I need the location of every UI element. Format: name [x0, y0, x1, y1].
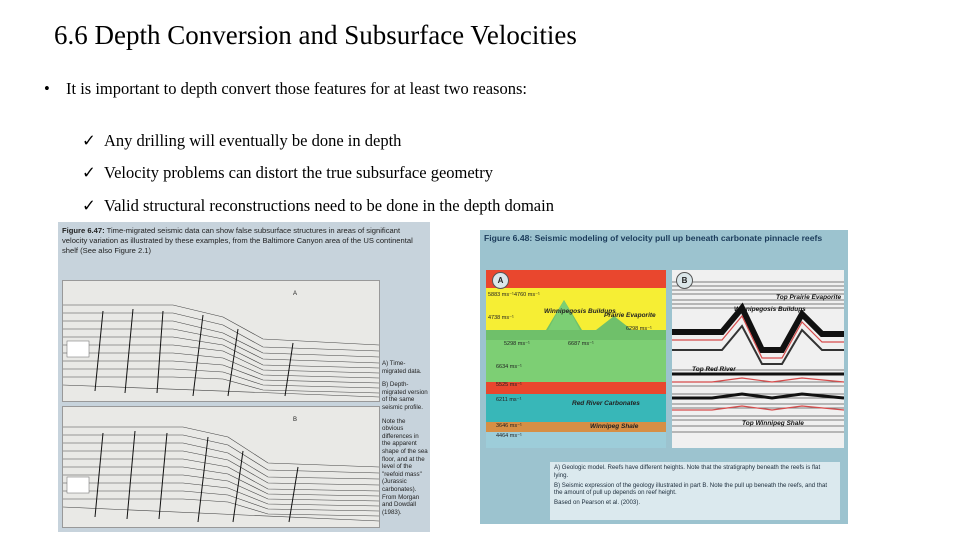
figure-6-48-caption	[484, 233, 822, 243]
velocity-label-10: 3646 ms⁻¹	[496, 423, 522, 429]
figure-6-47	[58, 222, 430, 532]
figure-6-48-note-a: A) Geologic model. Reefs have different heights. Note that the stratigraphy beneath the reefs is flat lying.	[554, 464, 821, 479]
figure-6-47-text: Time-migrated seismic data can show false subsurface structures in areas of significant velocity variation as illustrated by these examples, from the Baltimore Canyon area of the US continental shelf (See also Figure 2.1)	[62, 226, 413, 255]
figure-6-48	[480, 230, 848, 524]
figure-6-47-note-b: B) Depth-migrated version of the same seismic profile.	[382, 381, 428, 411]
main-bullet-text: It is important to depth convert those features for at least two reasons:	[66, 79, 527, 98]
main-bullet	[44, 79, 527, 99]
figure-6-47-note-a: A) Time-migrated data.	[382, 360, 422, 375]
seismic-model-panel	[672, 270, 844, 448]
velocity-label-1: 5883 ms⁻¹	[488, 292, 514, 298]
top-prairie-label: Top Prairie Evaporite	[776, 294, 842, 301]
figure-6-48-label: Figure 6.48:	[484, 233, 533, 243]
panel-b-badge: B	[676, 272, 693, 289]
svg-text:A: A	[293, 291, 298, 297]
velocity-label-4: 5298 ms⁻¹	[504, 341, 530, 347]
velocity-label-11: 4464 ms⁻¹	[496, 433, 522, 439]
velocity-label-9: 6211 ms⁻¹	[496, 397, 522, 403]
geologic-model-panel	[486, 270, 666, 448]
slide-title: 6.6 Depth Conversion and Subsurface Velocities	[54, 20, 577, 50]
reason-item-3	[82, 196, 554, 216]
reason-text-3: Valid structural reconstructions need to be done in the depth domain	[104, 196, 554, 215]
figure-6-48-text: Seismic modeling of velocity pull up beneath carbonate pinnacle reefs	[534, 233, 823, 243]
panel-a-badge: A	[492, 272, 509, 289]
figure-6-48-note-b: B) Seismic expression of the geology illustrated in part B. Note the pull up beneath the reefs, and that the amount of pull up depends on reef height.	[554, 481, 828, 497]
velocity-label-8: 5525 ms⁻¹	[496, 382, 522, 388]
figure-6-48-notes	[550, 462, 840, 520]
red-river-label: Red River Carbonates	[572, 400, 640, 407]
winnipeg-label: Winnipeg Shale	[590, 423, 639, 430]
check-icon: ✓	[82, 131, 96, 150]
figure-6-47-note-c: Note the obvious differences in the apparent shape of the sea floor, and at the level of the "reefoid mass" (Jurassic carbonates). From Morgan and Dowdall (1983).	[382, 417, 428, 516]
prairie-label: Prairie Evaporite	[604, 312, 656, 319]
velocity-label-2: 4760 ms⁻¹	[514, 292, 540, 298]
svg-text:B: B	[293, 417, 298, 423]
figure-6-48-note-c: Based on Pearson et al. (2003).	[554, 499, 641, 507]
check-icon: ✓	[82, 163, 96, 182]
buildups-label: Winnipegosis Buildups	[544, 308, 616, 315]
velocity-label-7: 6634 ms⁻¹	[496, 364, 522, 370]
reason-item-2	[82, 163, 493, 183]
reason-text-2: Velocity problems can distort the true subsurface geometry	[104, 163, 494, 182]
reason-item-1	[82, 131, 401, 151]
seismic-panel-depth	[62, 406, 380, 528]
velocity-label-6: 6298 ms⁻¹	[626, 326, 652, 332]
reason-text-1: Any drilling will eventually be done in depth	[104, 131, 402, 150]
velocity-label-3: 4738 ms⁻¹	[488, 315, 514, 321]
bullet-dot: •	[44, 79, 50, 98]
seismic-panel-time	[62, 280, 380, 402]
check-icon: ✓	[82, 196, 96, 215]
figure-6-47-label: Figure 6.47:	[62, 226, 105, 235]
figure-6-47-notes	[382, 360, 428, 522]
top-red-river-label: Top Red River	[692, 366, 736, 373]
velocity-label-5: 6687 ms⁻¹	[568, 341, 594, 347]
seismic-buildups-label: Winnipegosis Buildups	[734, 306, 806, 313]
figure-6-47-caption	[62, 226, 422, 256]
top-winnipeg-label: Top Winnipeg Shale	[742, 420, 804, 427]
